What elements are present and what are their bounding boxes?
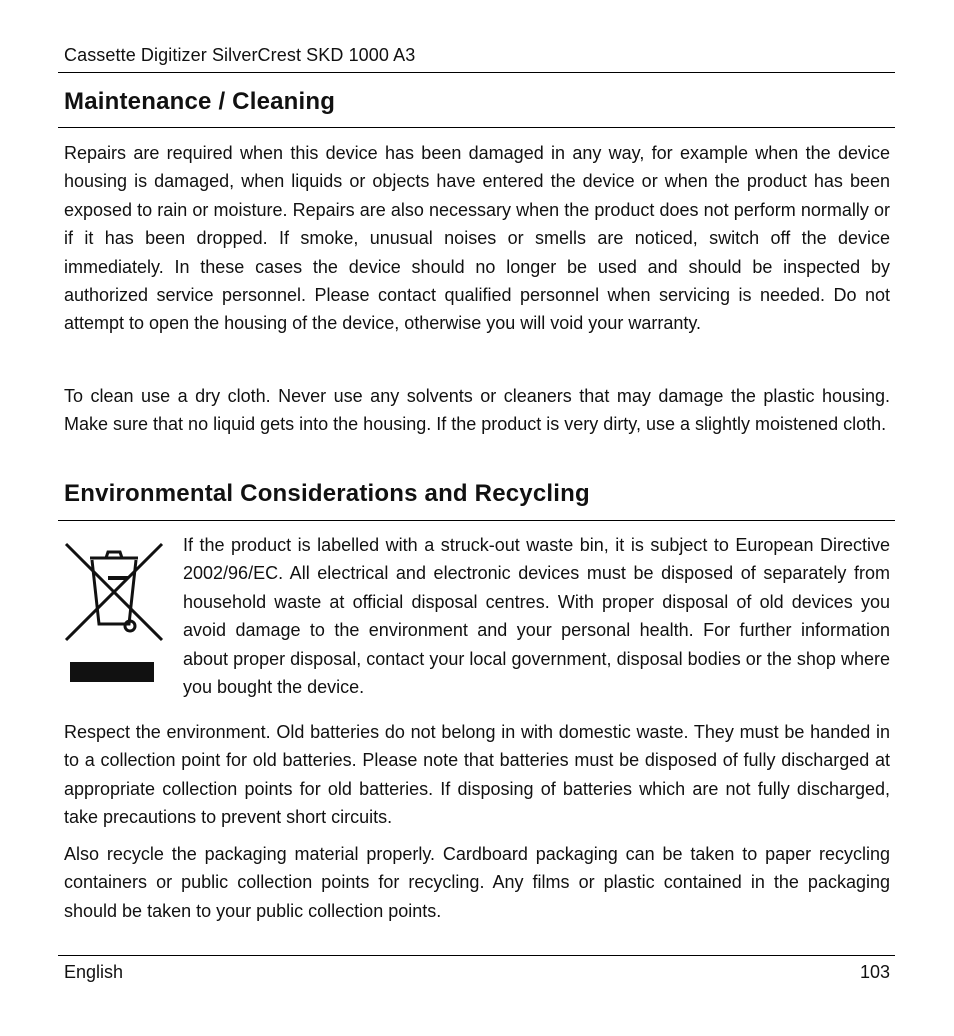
crossed-out-bin-icon bbox=[62, 542, 166, 684]
paragraph-cleaning: To clean use a dry cloth. Never use any solvents or cleaners that may damage the plastic housing. Make sure that no liquid gets into the housing. If the product is very dirty, use a slightly moistened cloth. bbox=[64, 386, 890, 435]
footer-rule bbox=[58, 955, 895, 956]
section-heading-environment: Environmental Considerations and Recycling bbox=[64, 480, 590, 507]
paragraph-weee: If the product is labelled with a struck-out waste bin, it is subject to European Directive 2002/96/EC. All electrical and electronic devices must be disposed of separately from household waste at official disposal centres. With proper disposal of old devices you avoid damage to the environment and your personal health. For further information about proper disposal, contact your local government, disposal bodies or the shop where you bought the device. bbox=[183, 535, 890, 698]
section-rule bbox=[58, 127, 895, 128]
header-rule bbox=[58, 72, 895, 73]
paragraph-packaging: Also recycle the packaging material properly. Cardboard packaging can be taken to paper recycling containers or public collection points for recycling. Any films or plastic contained in the packaging should be taken to your public collection points. bbox=[64, 844, 890, 921]
paragraph-repairs: Repairs are required when this device has been damaged in any way, for example when the device housing is damaged, when liquids or objects have entered the device or when the product has been exposed to rain or moisture. Repairs are also necessary when the product does not perform normally or if it has been dropped. If smoke, unusual noises or smells are noticed, switch off the device immediately. In these cases the device should no longer be used and should be inspected by authorized service personnel. Please contact qualified personnel when servicing is needed. Do not attempt to open the housing of the device, otherwise you will void your warranty. bbox=[64, 143, 890, 334]
running-header: Cassette Digitizer SilverCrest SKD 1000 A3 bbox=[64, 45, 416, 65]
footer-language: English bbox=[64, 962, 124, 982]
section-rule bbox=[58, 520, 895, 521]
page-number: 103 bbox=[859, 962, 890, 982]
paragraph-batteries: Respect the environment. Old batteries do not belong in with domestic waste. They must be handed in to a collection point for old batteries. Please note that batteries must be disposed of fully discharged at appropriate collection points for old batteries. If disposing of batteries which are not fully discharged, take precautions to prevent short circuits. bbox=[64, 722, 890, 828]
section-heading-maintenance: Maintenance / Cleaning bbox=[64, 88, 336, 115]
